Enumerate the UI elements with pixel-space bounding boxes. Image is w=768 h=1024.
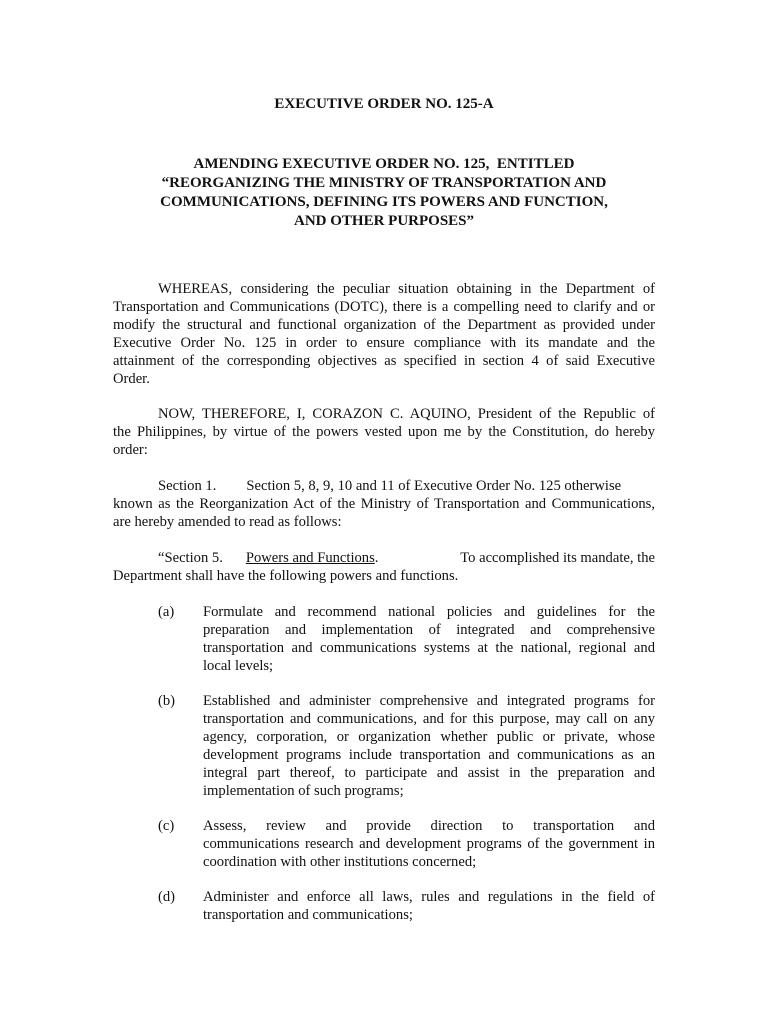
section-5-first-line — [113, 549, 655, 567]
subtitle-line: AMENDING EXECUTIVE ORDER NO. 125, ENTITLED — [193, 156, 575, 172]
paragraph-line: order: — [113, 442, 148, 458]
section-1-first-line — [113, 477, 655, 495]
list-item-line: integral part thereof, to participate and assist in the preparation and — [203, 765, 655, 781]
subtitle-line: COMMUNICATIONS, DEFINING ITS POWERS AND FUNCTION, — [160, 194, 608, 210]
paragraph-line: Transportation and Communications (DOTC), there is a compelling need to clarify and or — [113, 299, 655, 315]
list-item-line: agency, corporation, or organization whether public or private, whose — [203, 729, 655, 745]
list-item-text — [203, 888, 655, 924]
list-item-line: implementation of such programs; — [203, 783, 404, 799]
paragraph-line: modify the structural and functional organization of the Department as provided under — [113, 317, 655, 333]
paragraph-line: attainment of the corresponding objectives as specified in section 4 of said Executive — [113, 353, 655, 369]
document-title: EXECUTIVE ORDER NO. 125-A — [274, 96, 494, 112]
list-item-line: Assess, review and provide direction to transportation and — [203, 818, 655, 834]
list-item-line: local levels; — [203, 658, 274, 674]
section-5-text: To accomplished its mandate, the — [460, 550, 655, 566]
list-item-line: Established and administer comprehensive and integrated programs for — [203, 693, 655, 709]
paragraph-line: known as the Reorganization Act of the Ministry of Transportation and Communications, — [113, 496, 655, 512]
paragraph-line: Executive Order No. 125 in order to ensure compliance with its mandate and the — [113, 335, 655, 351]
list-item-text — [203, 692, 655, 800]
list-item-line: Formulate and recommend national policies and guidelines for the — [203, 604, 655, 620]
list-item-line: transportation and communications; — [203, 907, 413, 923]
list-item-label: (a) — [158, 604, 175, 620]
list-item-text — [203, 817, 655, 871]
list-item-line: development programs include transportation and communications as an — [203, 747, 655, 763]
paragraph-line: WHEREAS, considering the peculiar situation obtaining in the Department of — [158, 281, 655, 297]
section-1-text: Section 5, 8, 9, 10 and 11 of Executive Order No. 125 otherwise — [246, 478, 622, 494]
paragraph-line: Order. — [113, 371, 150, 387]
now-therefore-paragraph — [113, 405, 655, 459]
list-item-label: (b) — [158, 693, 176, 709]
list-item-label: (d) — [158, 889, 176, 905]
paragraph-line: are hereby amended to read as follows: — [113, 514, 342, 530]
list-item-text — [203, 603, 655, 675]
paragraph-line: Department shall have the following powers and functions. — [113, 568, 459, 584]
whereas-paragraph — [113, 280, 655, 388]
list-item-line: preparation and implementation of integrated and comprehensive — [203, 622, 655, 638]
list-item-line: Administer and enforce all laws, rules and regulations in the field of — [203, 889, 655, 905]
subtitle-line: “REORGANIZING THE MINISTRY OF TRANSPORTATION AND — [161, 175, 607, 191]
list-item-line: communications research and development programs of the government in — [203, 836, 655, 852]
section-5-heading: Powers and Functions — [245, 550, 375, 566]
section-1-paragraph — [113, 477, 655, 531]
list-item-line: transportation and communications systems at the national, regional and — [203, 640, 655, 656]
section-5-paragraph — [113, 549, 655, 585]
list-item-line: transportation and communications, and for this purpose, may call on any — [203, 711, 655, 727]
section-5-heading-period: . — [374, 550, 379, 566]
document-subtitle — [100, 155, 668, 231]
list-item-label: (c) — [158, 818, 175, 834]
section-5-label: “Section 5. — [158, 550, 223, 566]
paragraph-line: the Philippines, by virtue of the powers vested upon me by the Constitution, do hereby — [113, 424, 655, 440]
list-item-line: coordination with other institutions concerned; — [203, 854, 477, 870]
section-1-label: Section 1. — [158, 478, 217, 494]
paragraph-line: NOW, THEREFORE, I, CORAZON C. AQUINO, President of the Republic of — [158, 406, 655, 422]
subtitle-line: AND OTHER PURPOSES” — [293, 213, 475, 229]
